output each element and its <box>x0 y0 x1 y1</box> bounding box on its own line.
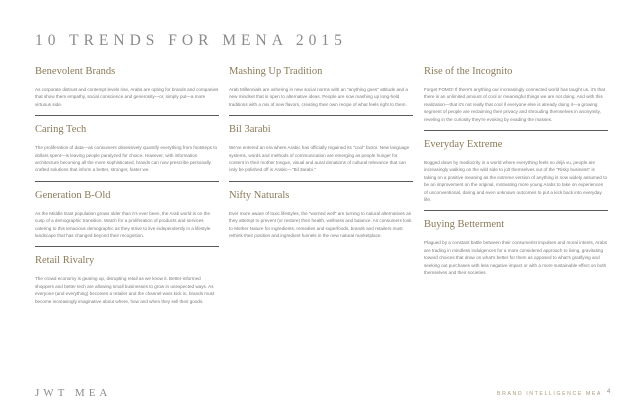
divider <box>35 181 219 182</box>
trend-heading: Bil 3arabi <box>229 124 271 136</box>
trend-caring-tech <box>35 124 219 182</box>
divider <box>424 130 608 131</box>
divider <box>424 210 608 211</box>
divider <box>229 115 413 116</box>
trend-heading: Caring Tech <box>35 124 87 136</box>
trend-body: The crowd economy is gearing up, disrupting retail as we know it. Better-informed shoppers and better tech are allowing small businesses to grow in unexpected ways. As everyone (and everything) becomes a retailer and the channel wars kick in, brands must become increasingly imaginative about where, how and when they sell their goods. <box>35 276 215 304</box>
page-number: 4 <box>607 389 611 395</box>
trend-nifty-naturals <box>229 190 413 240</box>
trend-body: Bogged down by mediocrity in a world where everything feels so déjà vu, people are increasingly walking on the wild side to jolt themselves out of the "Risky business" is taking on a positive meaning as the extreme version of anything is now widely assumed to be an improvement on the original, motivating more young Arabs to take on experiences of unconventional, daring and even unknown outcomes to put a kick back into everyday life. <box>424 160 608 203</box>
trend-body: As the Middle East population grows older than it's ever been, the Arab world is on the cusp of a demographic transition. Watch for a proliferation of products and services catering to this tenacious demographic as they strive to live independently in a lifestyle landscape that has changed beyond their recognition. <box>35 210 211 239</box>
trend-rise-of-the-incognito <box>424 66 608 131</box>
trend-retail-rivalry <box>35 255 219 305</box>
trend-heading: Rise of the Incognito <box>424 66 513 77</box>
trend-body: Arab Millennials are ushering in new social norms with an "anything goes" attitude and a new mindset that is open to alternative ideas. People are now mashing up long-held traditions with a mix of new flavors, creating their own recipe of what feels right to them. <box>229 87 408 107</box>
divider <box>229 181 413 182</box>
trend-bil-3arabi <box>229 124 413 182</box>
trend-body: We've entered an era where Arabic has officially regained its "cool" factor. New language systems, words and methods of communication are emerging as people hunger for content in their mother tongue, visual and aural donations of cultural relevance that can only be polished off in Arabic—"Bil 3arabi." <box>229 145 410 173</box>
trend-everyday-extreme <box>424 139 608 211</box>
divider <box>35 115 219 116</box>
column-2 <box>229 66 413 239</box>
trend-mashing-up-tradition <box>229 66 413 116</box>
trend-body: As corporate distrust and contempt levels rise, Arabs are opting for brands and companies that show them empathy, social conscience and generosity—or, simply put—a more virtuous side. <box>35 87 219 107</box>
trend-heading: Nifty Naturals <box>229 189 290 201</box>
page-title: 10 TRENDS FOR MENA 2015 <box>35 32 347 49</box>
jwt-logo: JWT MEA <box>35 387 112 399</box>
column-3 <box>424 66 608 277</box>
footer-brand-label: BRAND INTELLIGENCE MEA <box>497 391 602 397</box>
trend-body: The proliferation of data—as consumers obsessively quantify everything from footsteps to dollars spent—is leaving people paralyzed for choice. However, with information architecture becoming all the more sophisticated, brands can now prescribe personally crafted solutions that inform a better, stronger, faster we. <box>35 145 218 173</box>
trend-body: Forget FOMO! If there's anything our increasingly connected world has taught us, it's that there is an unlimited amount of cool or meaningful things we are not doing. And with this realization—that it's not really that cool if everyone else is already doing it—a growing segment of people are reclaiming their privacy and shrouding themselves in anonymity, reveling in the curiosity they're evoking by evading the masses. <box>424 87 606 122</box>
divider <box>35 246 219 247</box>
column-1 <box>35 66 219 305</box>
trend-heading: Retail Rivalry <box>35 255 95 267</box>
trend-generation-b-old <box>35 190 219 248</box>
trend-heading: Benevolent Brands <box>35 66 116 77</box>
trend-heading: Mashing Up Tradition <box>229 66 323 77</box>
trend-body: Ever more aware of toxic lifestyles, the "worried well" are turning to natural alternatives as they attempt to prevent (or restore) their health, wellness and balance. As consumers look to Mother Nature for ingredients, remedies and superfoods, brands and retailers must rethink their position and ingredient funnels in the new natural marketplace. <box>229 210 412 239</box>
trend-body: Plagued by a constant battle between their consumerist impulses and moral intents, Arabs are trading in mindless indulgences for a more considered approach to living, gravitating toward choices that draw on what's better for them as opposed to what's gratifying and seeking out purchases with less negative impact or with a more sustainable effect on both themselves and their societies. <box>424 240 608 276</box>
trend-buying-betterment <box>424 219 608 276</box>
trend-heading: Everyday Extreme <box>424 139 503 151</box>
trend-benevolent-brands <box>35 66 219 116</box>
trend-heading: Generation B-Old <box>35 189 111 201</box>
trend-heading: Buying Betterment <box>424 219 505 231</box>
